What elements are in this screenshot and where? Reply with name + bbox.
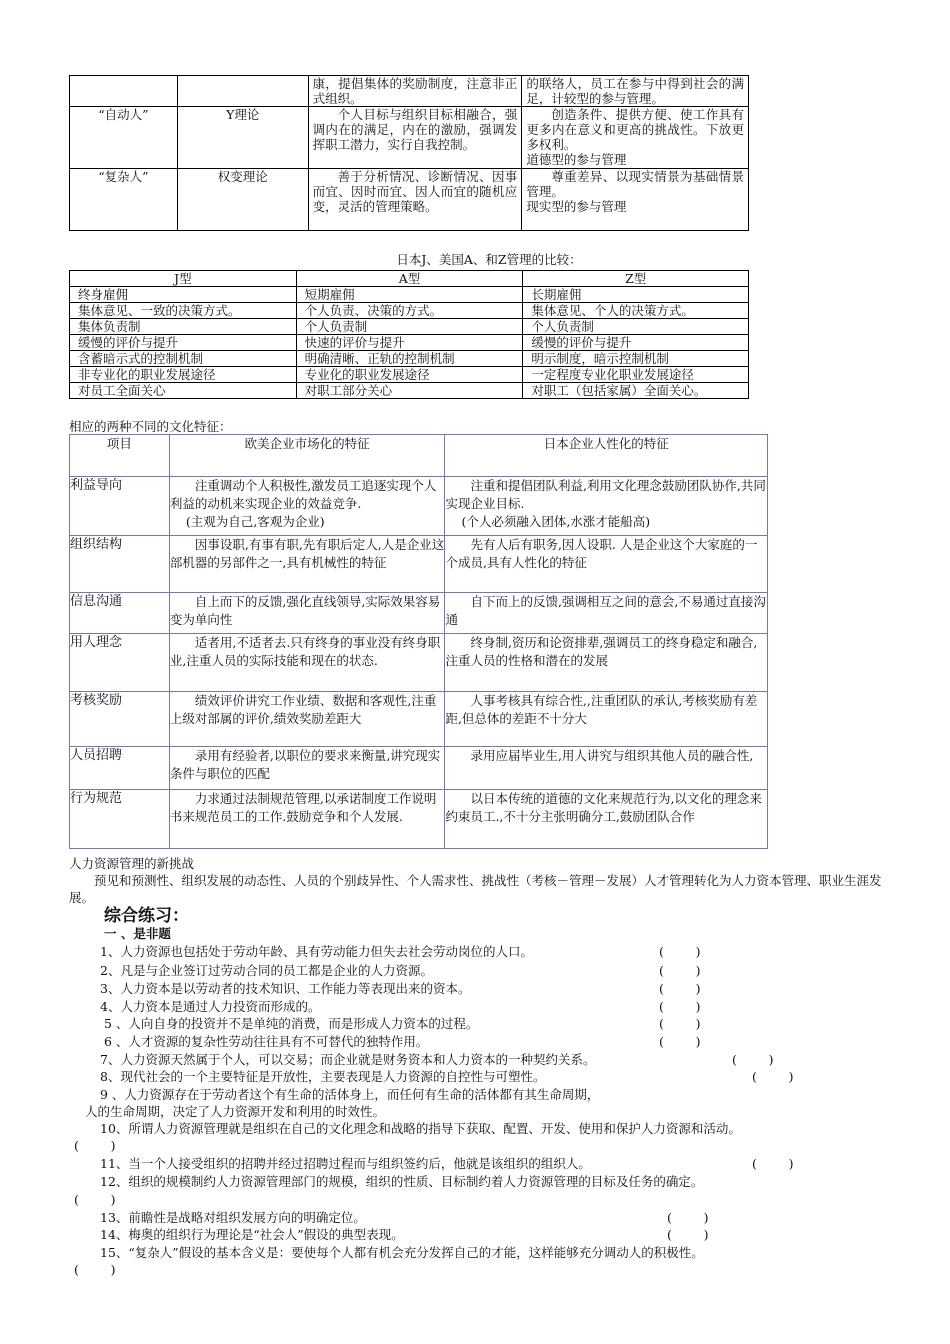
table-cell: 因事设职,有事有职,先有职后定人,人是企业这部机器的另部件之一,具有机械性的特征: [169, 536, 445, 593]
table-row: [70, 303, 749, 319]
answer-paren[interactable]: ( ): [659, 1016, 701, 1031]
answer-paren[interactable]: ( ): [667, 1210, 709, 1225]
answer-paren[interactable]: ( ): [659, 981, 701, 996]
cell-text: (个人必须融入团体,水涨才能船高): [461, 514, 651, 529]
table-row: [70, 477, 768, 536]
table-cell: 绩效评价讲究工作业绩、数据和客观性,注重上级对部属的评价,绩效奖励差距大: [169, 692, 445, 747]
question-9-cont: 人的生命周期，决定了人力资源开发和利用的时效性。: [85, 1104, 386, 1119]
answer-paren[interactable]: ( ): [667, 1227, 709, 1242]
table-cell: 康，提倡集体的奖励制度，注意非正式组织。: [308, 76, 522, 107]
question-13: 13、前瞻性是战略对组织发展方向的明确定位。: [100, 1210, 366, 1225]
cell-text: 注重调动个人积极性,激发员工追逐实现个人利益的动机来实现企业的效益竞争.: [169, 478, 437, 511]
table-cell: 适者用,不适者去.只有终身的事业没有终身职业,注重人员的实际技能和现在的状态.: [169, 634, 445, 692]
table-cell: [522, 107, 749, 169]
table-cell: 终身雇佣: [70, 287, 297, 303]
answer-paren[interactable]: ( ): [732, 1052, 774, 1067]
table-cell: 快速的评价与提升: [296, 335, 523, 351]
table-cell: 一定程度专业化职业发展途径: [523, 367, 749, 383]
table-cell: 个人负责制: [523, 319, 749, 335]
row-label: 利益导向: [70, 477, 170, 536]
table-row: [70, 790, 768, 849]
answer-paren[interactable]: ( ): [74, 1262, 116, 1277]
table-row: [70, 367, 749, 383]
theory-table: [69, 75, 749, 231]
table-cell: 缓慢的评价与提升: [70, 335, 297, 351]
table-cell: 集体意见、一致的决策方式。: [70, 303, 297, 319]
table-cell: 个人负责、决策的方式。: [296, 303, 523, 319]
cell-text: 道德型的参与管理: [526, 152, 627, 167]
table-cell: 对职工（包括家属）全面关心。: [523, 383, 749, 399]
table-row: [70, 319, 749, 335]
row-label: 信息沟通: [70, 593, 170, 634]
table-cell: 以日本传统的道德的文化来规范行为,以文化的理念来约束员工.,不十分主张明确分工,鼓励团队合作: [445, 790, 768, 849]
question-2: 2、凡是与企业签订过劳动合同的员工都是企业的人力资源。: [100, 963, 433, 978]
question-6: 6 、人才资源的复杂性劳动往往具有不可替代的独特作用。: [104, 1034, 429, 1049]
question-7: 7、人力资源天然属于个人，可以交易；而企业就是财务资本和人力资本的一种契约关系。: [100, 1052, 596, 1067]
cell-text: 创造条件、提供方便、使工作具有更多内在意义和更高的挑战性。下放更多权利。: [526, 107, 744, 152]
row-label: 组织结构: [70, 536, 170, 593]
question-4: 4、人力资本是通过人力投资而形成的。: [100, 999, 321, 1014]
answer-paren[interactable]: ( ): [74, 1192, 116, 1207]
table-cell: 集体负责制: [70, 319, 297, 335]
table-cell: 明确清晰、正轨的控制机制: [296, 351, 523, 367]
question-5: 5 、人向自身的投资并不是单纯的消费，而是形成人力资本的过程。: [104, 1016, 479, 1031]
column-header: 项目: [70, 435, 170, 477]
cell-text: (主观为自己,客观为企业): [185, 514, 325, 529]
table-cell: 人事考核具有综合性,,注重团队的承认,考核奖励有差距,但总体的差距不十分大: [445, 692, 768, 747]
table-row: [70, 335, 749, 351]
table-cell: 明示制度，暗示控制机制: [523, 351, 749, 367]
table-cell: [445, 477, 768, 536]
jaz-caption: 日本J、美国A、和Z管理的比较：: [396, 252, 582, 267]
table-row: [70, 634, 768, 692]
table-cell: 自下而上的反馈,强调相互之间的意会,不易通过直接沟通: [445, 593, 768, 634]
answer-paren[interactable]: ( ): [659, 944, 701, 959]
cell-text: 尊重差异、以现实情景为基础情景管理。: [526, 169, 744, 199]
table-cell: [177, 76, 308, 107]
table-row: [70, 169, 749, 231]
table-cell: 终身制,资历和论资排辈,强调员工的终身稳定和融合,注重人员的性格和潜在的发展: [445, 634, 768, 692]
table-cell: 录用有经验者,以职位的要求来衡量,讲究现实条件与职位的匹配: [169, 747, 445, 790]
row-label: 人员招聘: [70, 747, 170, 790]
table-cell: 长期雇佣: [523, 287, 749, 303]
table-cell: 的联络人，员工在参与中得到社会的满足，计较型的参与管理。: [522, 76, 749, 107]
table-cell: “复杂人”: [70, 169, 178, 231]
question-14: 14、梅奥的组织行为理论是“社会人”假设的典型表现。: [100, 1227, 404, 1242]
table-row: [70, 351, 749, 367]
column-header: 欧美企业市场化的特征: [169, 435, 445, 477]
answer-paren[interactable]: ( ): [659, 999, 701, 1014]
table-cell: 缓慢的评价与提升: [523, 335, 749, 351]
answer-paren[interactable]: ( ): [659, 1034, 701, 1049]
table-header-row: [70, 435, 768, 477]
row-label: 考核奖励: [70, 692, 170, 747]
question-11: 11、当一个人接受组织的招聘并经过招聘过程而与组织签约后，他就是该组织的组织人。: [100, 1156, 591, 1171]
table-cell: 力求通过法制规范管理,以承诺制度工作说明书来规范员工的工作.鼓励竞争和个人发展.: [169, 790, 445, 849]
hr-challenge-title: 人力资源管理的新挑战: [69, 856, 195, 871]
jaz-table: [69, 270, 749, 399]
question-15: 15、“复杂人”假设的基本含义是：要使每个人都有机会充分发挥自己的才能，这样能够充分调动人的积极性。: [100, 1245, 704, 1260]
section-heading: 一 、是非题: [104, 926, 171, 941]
cell-text: 注重和提倡团队利益,利用文化理念鼓励团队协作,共同实现企业目标.: [445, 478, 766, 511]
cell-text: 现实型的参与管理: [526, 199, 627, 214]
table-cell: 非专业化的职业发展途径: [70, 367, 297, 383]
question-10: 10、所谓人力资源管理就是组织在自己的文化理念和战略的指导下获取、配置、开发、使用和保护人力资源和活动。: [100, 1121, 741, 1136]
table-cell: 先有人后有职务,因人设职. 人是企业这个大家庭的一个成员,具有人性化的特征: [445, 536, 768, 593]
table-cell: 对员工全面关心: [70, 383, 297, 399]
column-header: A型: [296, 271, 523, 287]
table-cell: [169, 477, 445, 536]
answer-paren[interactable]: ( ): [74, 1138, 116, 1153]
row-label: 行为规范: [70, 790, 170, 849]
answer-paren[interactable]: ( ): [659, 963, 701, 978]
table-row: [70, 593, 768, 634]
table-cell: Y理论: [177, 107, 308, 169]
table-header-row: [70, 271, 749, 287]
exercise-title: 综合练习：: [104, 906, 189, 926]
culture-caption: 相应的两种不同的文化特征：: [69, 419, 232, 434]
table-row: [70, 747, 768, 790]
table-row: [70, 383, 749, 399]
culture-table: [69, 434, 768, 849]
table-row: [70, 536, 768, 593]
table-cell: “自动人”: [70, 107, 178, 169]
table-cell: 个人目标与组织目标相融合，强调内在的满足，内在的激励，强调发挥职工潜力，实行自我控制。: [308, 107, 522, 169]
table-cell: 短期雇佣: [296, 287, 523, 303]
table-cell: 个人负责制: [296, 319, 523, 335]
answer-paren[interactable]: ( ): [752, 1156, 794, 1171]
table-row: [70, 107, 749, 169]
table-cell: 自上而下的反馈,强化直线领导,实际效果容易变为单向性: [169, 593, 445, 634]
question-8: 8、现代社会的一个主要特征是开放性，主要表现是人力资源的自控性与可塑性。: [100, 1069, 546, 1084]
answer-paren[interactable]: ( ): [752, 1069, 794, 1084]
table-row: [70, 76, 749, 107]
table-cell: [70, 76, 178, 107]
row-label: 用人理念: [70, 634, 170, 692]
table-cell: [522, 169, 749, 231]
table-row: [70, 692, 768, 747]
table-cell: 权变理论: [177, 169, 308, 231]
table-cell: 对职工部分关心: [296, 383, 523, 399]
table-cell: 含蓄暗示式的控制机制: [70, 351, 297, 367]
table-row: [70, 287, 749, 303]
question-12: 12、组织的规模制约人力资源管理部门的规模，组织的性质、目标制约着人力资源管理的目标及任务的确定。: [100, 1174, 704, 1189]
question-9: 9 、人力资源存在于劳动者这个有生命的活体身上，而任何有生命的活体都有其生命周期，: [100, 1087, 600, 1102]
hr-challenge-body: 预见和预测性、组织发展的动态性、人员的个别歧异性、个人需求性、挑战性（考核－管理－发展）人才管理转化为人力资本管理、职业生涯发展。: [69, 873, 882, 905]
table-cell: 专业化的职业发展途径: [296, 367, 523, 383]
column-header: Z型: [523, 271, 749, 287]
table-cell: 善于分析情况、诊断情况、因事而宜、因时而宜、因人而宜的随机应变，灵活的管理策略。: [308, 169, 522, 231]
table-cell: 集体意见、个人的决策方式。: [523, 303, 749, 319]
question-1: 1、人力资源也包括处于劳动年龄、具有劳动能力但失去社会劳动岗位的人口。: [100, 944, 533, 959]
question-3: 3、人力资本是以劳动者的技术知识、工作能力等表现出来的资本。: [100, 981, 471, 996]
column-header: J型: [70, 271, 297, 287]
column-header: 日本企业人性化的特征: [445, 435, 768, 477]
table-cell: 录用应届毕业生,用人讲究与组织其他人员的融合性,: [445, 747, 768, 790]
